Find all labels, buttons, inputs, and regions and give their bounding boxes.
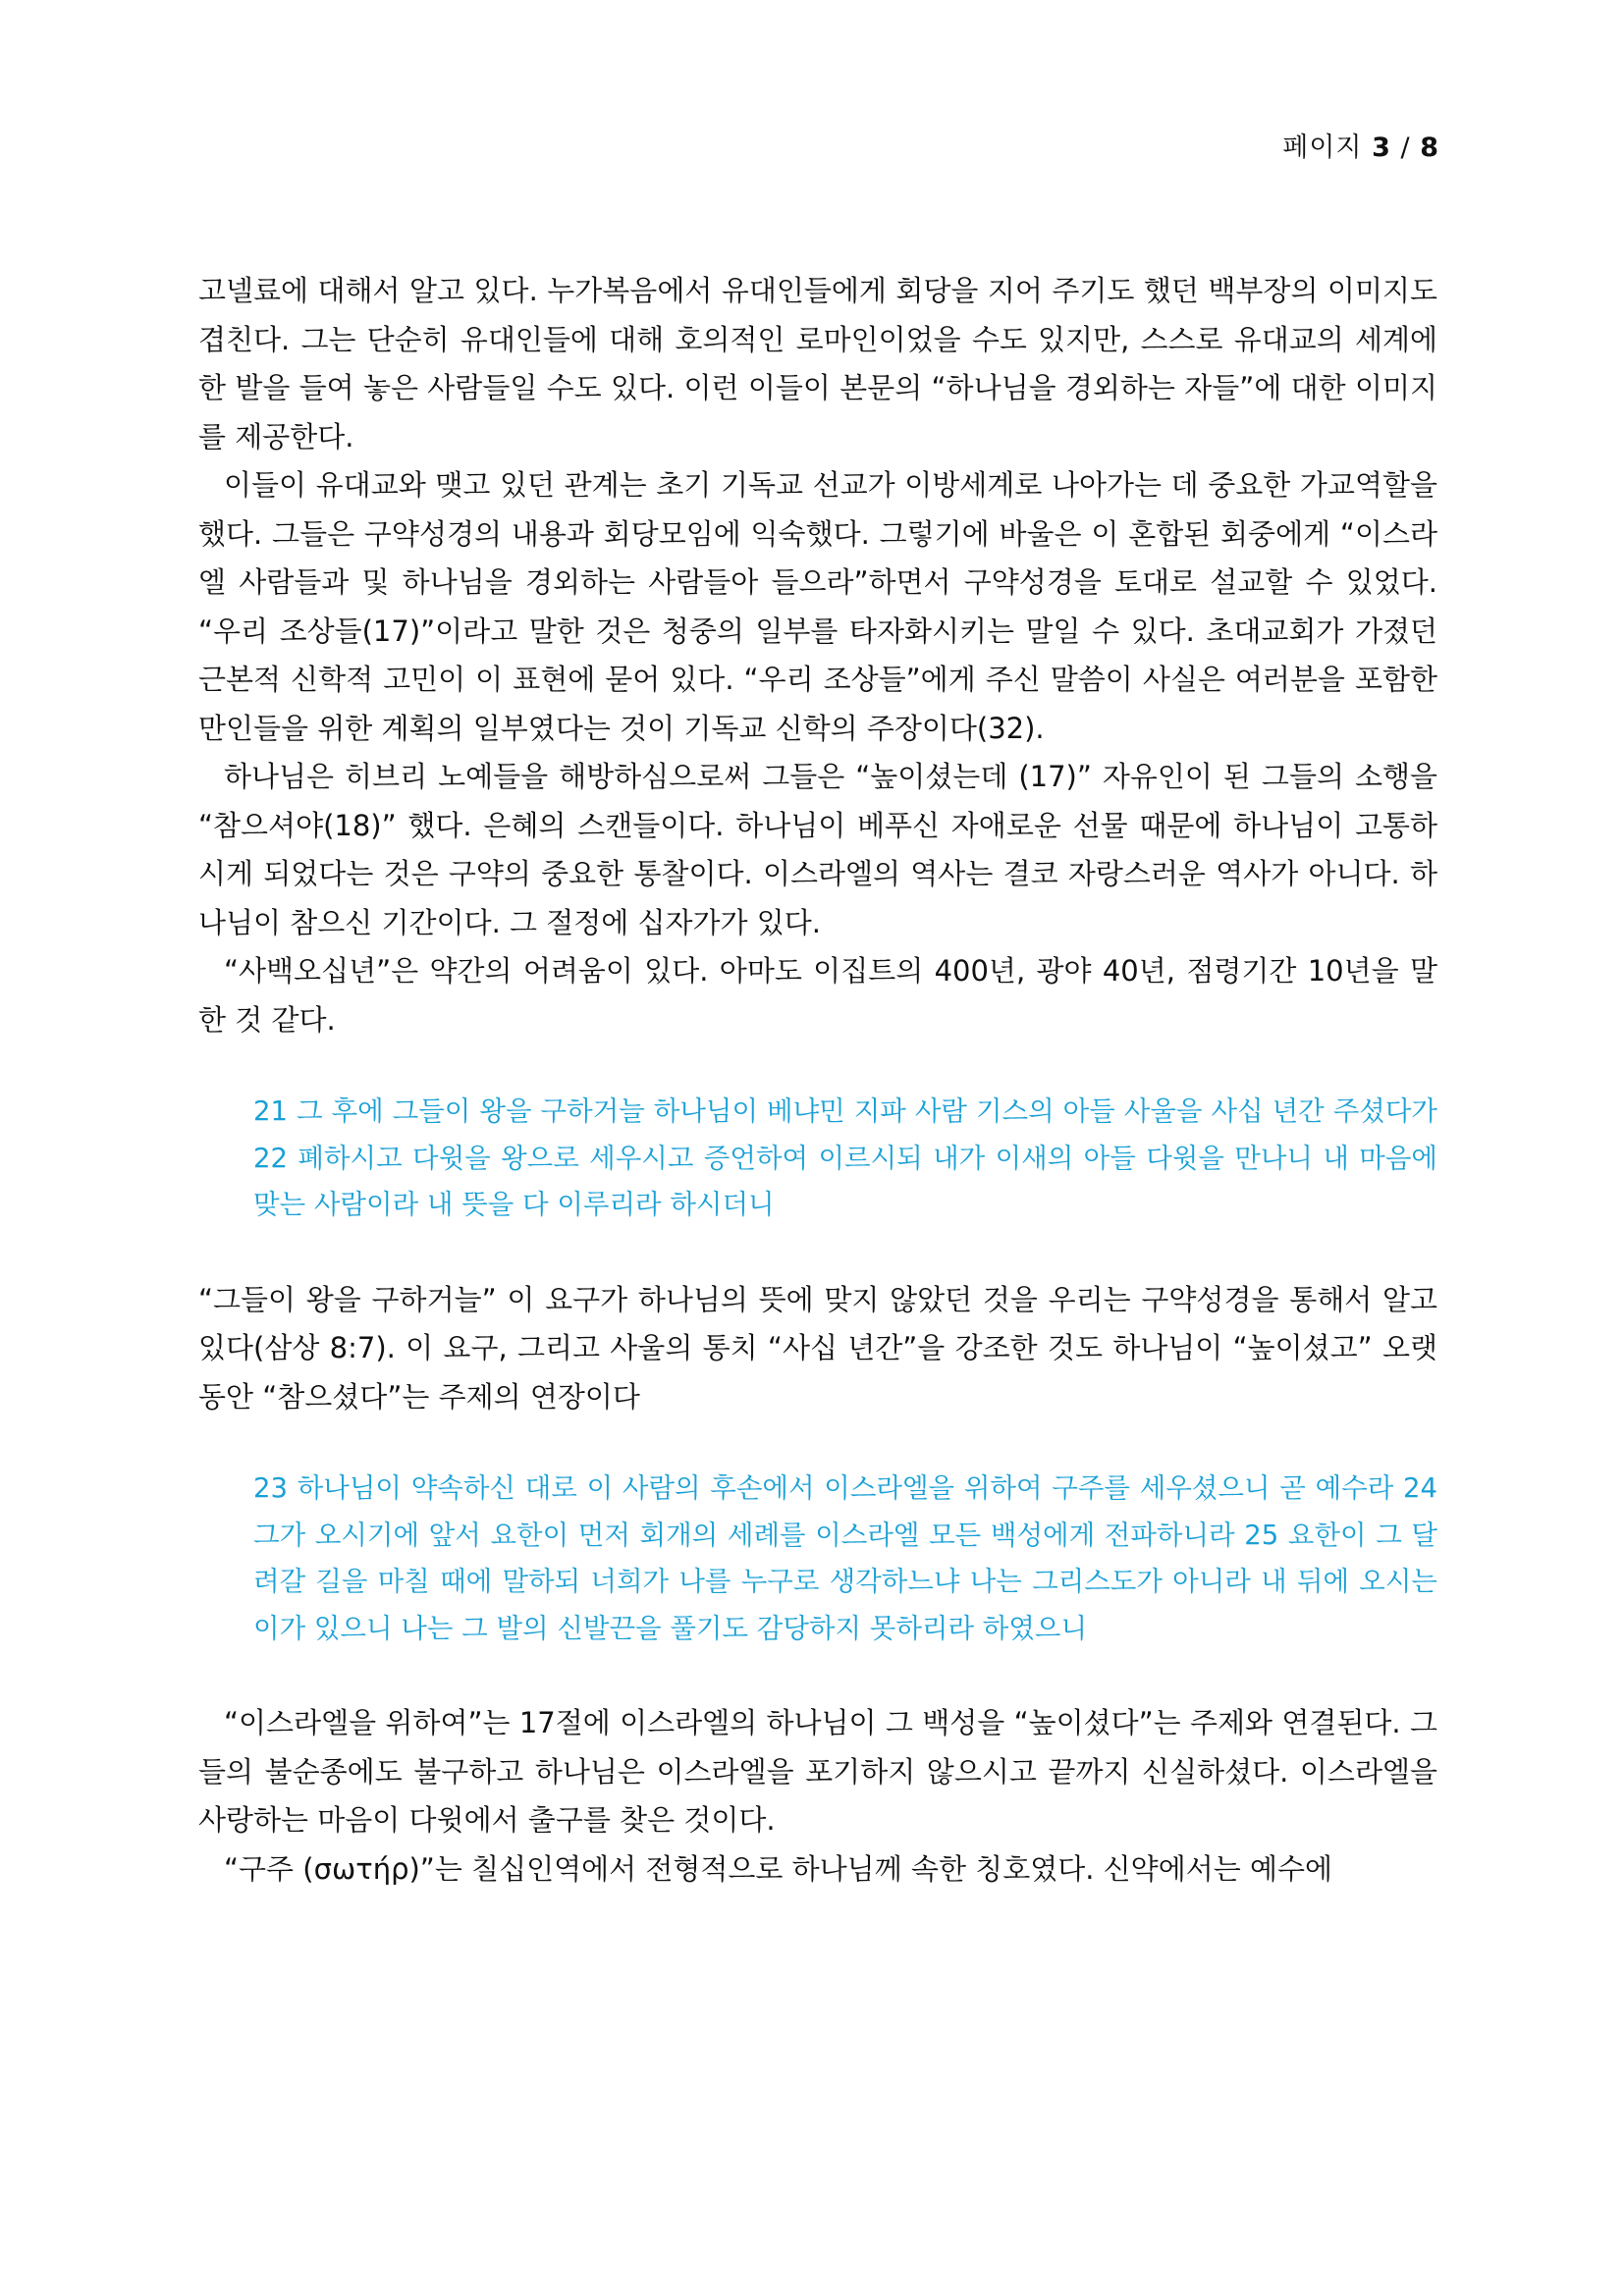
paragraph: “이스라엘을 위하여”는 17절에 이스라엘의 하나님이 그 백성을 “높이셨다”는 주제와 연결된다. 그들의 불순종에도 불구하고 하나님은 이스라엘을 포기하지 않으시고 끝까지 신실하셨다. 이스라엘을 사랑하는 마음이 다윗에서 출구를 찾은 것이다.: [198, 1706, 1437, 1837]
total-page-number: 8: [1420, 133, 1439, 163]
paragraph: 하나님은 히브리 노예들을 해방하심으로써 그들은 “높이셨는데 (17)” 자유인이 된 그들의 소행을 “참으셔야(18)” 했다. 은혜의 스캔들이다. 하나님이 베푸신 자애로운 선물 때문에 하나님이 고통하시게 되었다는 것은 구약의 중요한 통찰이다. 이스라엘의 역사는 결코 자랑스러운 역사가 아니다. 하나님이 참으신 기간이다. 그 절정에 십자가가 있다.: [198, 760, 1437, 939]
spacer: [198, 1421, 1437, 1466]
page-separator: /: [1400, 133, 1411, 163]
scripture-quote: 23 하나님이 약속하신 대로 이 사람의 후손에서 이스라엘을 위하여 구주를 세우셨으니 곧 예수라 24 그가 오시기에 앞서 요한이 먼저 회개의 세례를 이스라엘 모든 백성에게 전파하니라 25 요한이 그 달려갈 길을 마칠 때에 말하되 너희가 나를 누구로 생각하느냐 나는 그리스도가 아니라 내 뒤에 오시는 이가 있으니 나는 그 발의 신발끈을 풀기도 감당하지 못하리라 하였으니: [253, 1472, 1437, 1644]
spacer: [198, 1652, 1437, 1699]
scripture-quote: 21 그 후에 그들이 왕을 구하거늘 하나님이 베냐민 지파 사람 기스의 아들 사울을 사십 년간 주셨다가 22 폐하시고 다윗을 왕으로 세우시고 증언하여 이르시되 내가 이새의 아들 다윗을 만나니 내 마음에 맞는 사람이라 내 뜻을 다 이루리라 하시더니: [253, 1095, 1437, 1220]
document-body: [198, 267, 1437, 1894]
spacer: [198, 1229, 1437, 1276]
page-label: 페이지: [1282, 133, 1363, 163]
paragraph: 이들이 유대교와 맺고 있던 관계는 초기 기독교 선교가 이방세계로 나아가는 데 중요한 가교역할을 했다. 그들은 구약성경의 내용과 회당모임에 익숙했다. 그렇기에 바울은 이 혼합된 회중에게 “이스라엘 사람들과 및 하나님을 경외하는 사람들아 들으라”하면서 구약성경을 토대로 설교할 수 있었다. “우리 조상들(17)”이라고 말한 것은 청중의 일부를 타자화시키는 말일 수 있다. 초대교회가 가졌던 근본적 신학적 고민이 이 표현에 묻어 있다. “우리 조상들”에게 주신 말씀이 사실은 여러분을 포함한 만인들을 위한 계획의 일부였다는 것이 기독교 신학의 주장이다(32).: [198, 468, 1437, 745]
current-page-number: 3: [1372, 133, 1391, 163]
spacer: [198, 1044, 1437, 1089]
paragraph: “구주 (σωτήρ)”는 칠십인역에서 전형적으로 하나님께 속한 칭호였다. 신약에서는 예수에: [224, 1851, 1333, 1886]
page-number-header: [1282, 126, 1439, 164]
paragraph: “사백오십년”은 약간의 어려움이 있다. 아마도 이집트의 400년, 광야 40년, 점령기간 10년을 말한 것 같다.: [198, 954, 1437, 1037]
paragraph: “그들이 왕을 구하거늘” 이 요구가 하나님의 뜻에 맞지 않았던 것을 우리는 구약성경을 통해서 알고 있다(삼상 8:7). 이 요구, 그리고 사울의 통치 “사십 년간”을 강조한 것도 하나님이 “높이셨고” 오랫동안 “참으셨다”는 주제의 연장이다: [198, 1282, 1437, 1414]
paragraph: 고넬료에 대해서 알고 있다. 누가복음에서 유대인들에게 회당을 지어 주기도 했던 백부장의 이미지도 겹친다. 그는 단순히 유대인들에 대해 호의적인 로마인이었을 수도 있지만, 스스로 유대교의 세계에 한 발을 들여 놓은 사람들일 수도 있다. 이런 이들이 본문의 “하나님을 경외하는 자들”에 대한 이미지를 제공한다.: [198, 274, 1437, 454]
